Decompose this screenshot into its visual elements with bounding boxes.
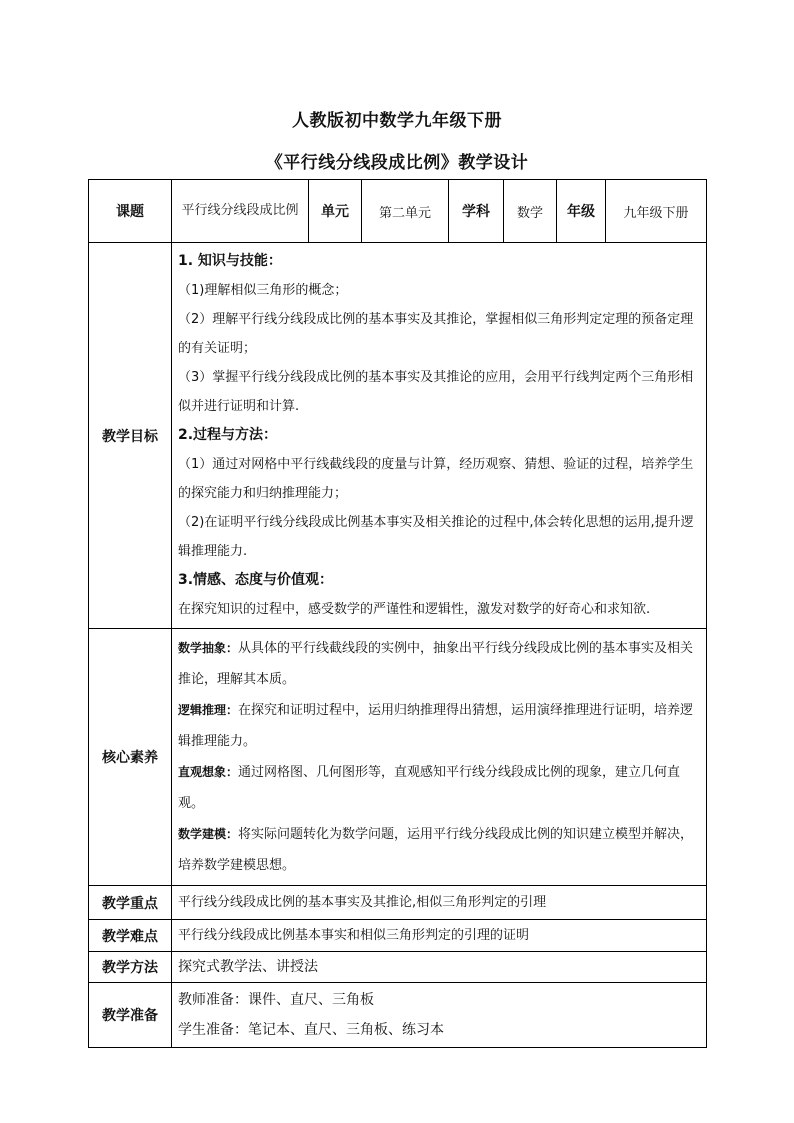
core-item: 数学建模：将实际问题转化为数学问题，运用平行线分线段成比例的知识建立模型并解决，培养数学建模思想。 — [178, 827, 694, 873]
core-item-text: 在探究和证明过程中，运用归纳推理得出猜想，运用演绎推理进行证明，培养逻辑推理能力。 — [178, 703, 694, 749]
method-text: 探究式教学法、讲授法 — [172, 952, 707, 983]
objectives-section-title: 3.情感、态度与价值观： — [178, 572, 334, 588]
topic-label: 课题 — [89, 180, 172, 243]
objectives-section-title: 1. 知识与技能： — [178, 253, 282, 269]
document-title: 人教版初中数学九年级下册 — [292, 111, 502, 131]
objectives-item: （1）通过对网格中平行线截线段的度量与计算，经历观察、猜想、验证的过程，培养学生的探究能力和归纳推理能力； — [178, 457, 694, 501]
preparation-content — [172, 983, 707, 1048]
unit-label: 单元 — [309, 180, 362, 243]
teacher-preparation: 教师准备：课件、直尺、三角板 — [178, 992, 374, 1008]
objectives-item: （2)在证明平行线分线段成比例基本事实及相关推论的过程中,体会转化思想的运用,提升逻辑推理能力. — [178, 515, 694, 559]
objectives-section-title: 2.过程与方法： — [178, 427, 278, 443]
method-row — [89, 952, 707, 983]
core-item-name: 直观想象 — [178, 765, 227, 779]
document-subtitle: 《平行线分线段成比例》教学设计 — [265, 153, 529, 173]
core-item-name: 逻辑推理 — [178, 703, 227, 717]
subject-label: 学科 — [449, 180, 504, 243]
core-item-name: 数学抽象 — [178, 641, 227, 655]
core-item-text: 通过网格图、几何图形等，直观感知平行线分线段成比例的现象，建立几何直观。 — [178, 765, 681, 811]
core-item-text: 将实际问题转化为数学问题，运用平行线分线段成比例的知识建立模型并解决，培养数学建模思想。 — [178, 827, 694, 873]
difficulty-text: 平行线分线段成比例基本事实和相似三角形判定的引理的证明 — [172, 920, 707, 952]
header-row — [89, 180, 707, 243]
subject-value: 数学 — [504, 180, 557, 243]
key-point-text: 平行线分线段成比例的基本事实及其推论,相似三角形判定的引理 — [172, 886, 707, 920]
difficulty-row — [89, 920, 707, 952]
core-item-text: 从具体的平行线截线段的实例中，抽象出平行线分线段成比例的基本事实及相关推论，理解其本质。 — [178, 641, 694, 687]
method-label: 教学方法 — [89, 952, 172, 983]
key-point-row — [89, 886, 707, 920]
grade-value: 九年级下册 — [606, 180, 707, 243]
core-content — [172, 629, 707, 886]
topic-value: 平行线分线段成比例 — [172, 180, 309, 243]
grade-label: 年级 — [557, 180, 606, 243]
difficulty-label: 教学难点 — [89, 920, 172, 952]
preparation-row — [89, 983, 707, 1048]
objectives-row — [89, 243, 707, 629]
objectives-content — [172, 243, 707, 629]
unit-value: 第二单元 — [362, 180, 449, 243]
objectives-label: 教学目标 — [89, 243, 172, 629]
objectives-item: （3）掌握平行线分线段成比例的基本事实及其推论的应用，会用平行线判定两个三角形相似并进行证明和计算. — [178, 370, 694, 414]
key-point-label: 教学重点 — [89, 886, 172, 920]
objectives-item: 在探究知识的过程中，感受数学的严谨性和逻辑性，激发对数学的好奇心和求知欲. — [178, 602, 651, 617]
core-label: 核心素养 — [89, 629, 172, 886]
objectives-item: （1)理解相似三角形的概念； — [178, 283, 348, 298]
objectives-item: （2）理解平行线分线段成比例的基本事实及其推论，掌握相似三角形判定定理的预备定理的有关证明； — [178, 312, 694, 356]
core-item: 直观想象：通过网格图、几何图形等，直观感知平行线分线段成比例的现象，建立几何直观。 — [178, 765, 681, 811]
core-item-name: 数学建模 — [178, 827, 227, 841]
lesson-plan-table — [88, 179, 707, 1048]
preparation-label: 教学准备 — [89, 983, 172, 1048]
core-item: 数学抽象：从具体的平行线截线段的实例中，抽象出平行线分线段成比例的基本事实及相关推论，理解其本质。 — [178, 641, 694, 687]
core-item: 逻辑推理：在探究和证明过程中，运用归纳推理得出猜想，运用演绎推理进行证明，培养逻辑推理能力。 — [178, 703, 694, 749]
core-row — [89, 629, 707, 886]
student-preparation: 学生准备：笔记本、直尺、三角板、练习本 — [178, 1022, 444, 1038]
